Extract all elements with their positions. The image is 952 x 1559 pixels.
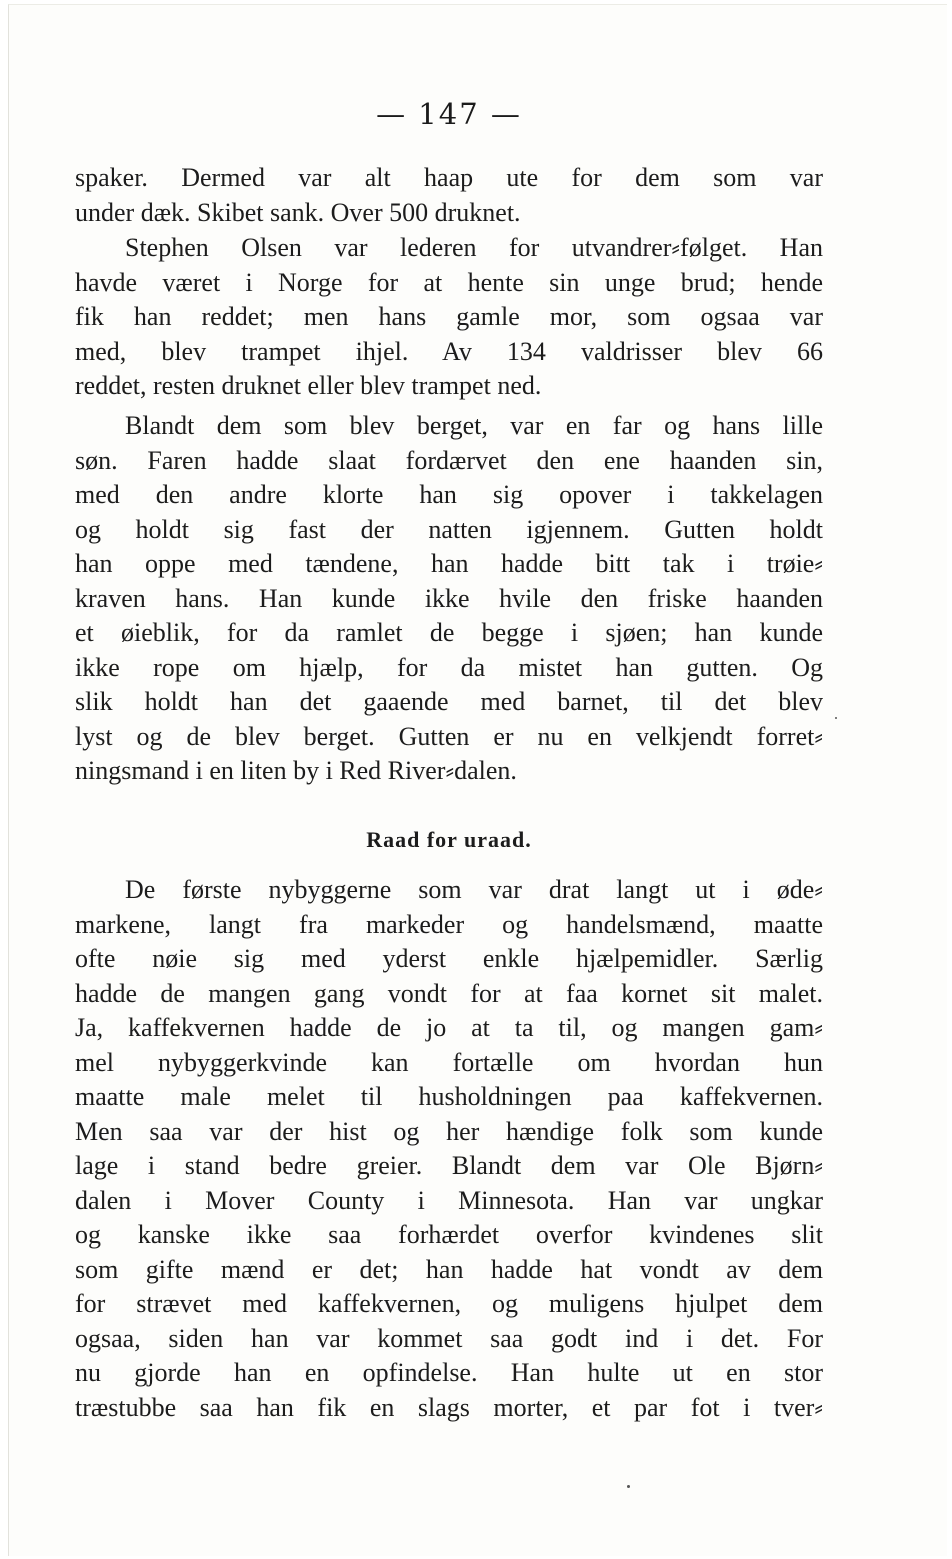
text-line: Blandt dem som blev berget, var en far og hans lille — [125, 411, 823, 440]
text-line: havde været i Norge for at hente sin unge brud; hende — [75, 267, 823, 297]
text-line: Ja, kaffekvernen hadde de jo at ta til, og mangen gam⸗ — [75, 1013, 823, 1042]
text-line: kraven hans. Han kunde ikke hvile den friske haanden — [75, 583, 823, 613]
text-line: Stephen Olsen var lederen for utvandrer⸗følget. Han — [125, 233, 823, 262]
text-line: ogsaa, siden han var kommet saa godt ind i det. For — [75, 1323, 823, 1353]
text-line: ofte nøie sig med yderst enkle hjælpemidler. Særlig — [75, 944, 823, 973]
text-line: og kanske ikke saa forhærdet overfor kvindenes slit — [75, 1220, 823, 1249]
text-line: lyst og de blev berget. Gutten er nu en velkjendt forret⸗ — [75, 721, 823, 751]
paragraph-3 — [75, 409, 823, 789]
text-line: Men saa var der hist og her hændige folk som kunde — [75, 1116, 823, 1146]
text-line: spaker. Dermed var alt haap ute for dem som var — [75, 163, 823, 192]
text-line: for strævet med kaffekvernen, og muligens hjulpet dem — [75, 1289, 823, 1318]
section-paragraph — [75, 873, 823, 1425]
text-line: træstubbe saa han fik en slags morter, et par fot i tver⸗ — [75, 1392, 823, 1422]
text-line: dalen i Mover County i Minnesota. Han var ungkar — [75, 1185, 823, 1215]
paragraph-2 — [75, 231, 823, 404]
section-heading: Raad for uraad. — [366, 827, 532, 852]
paper-speck — [627, 1485, 630, 1488]
text-line: lage i stand bedre greier. Blandt dem var Ole Bjørn⸗ — [75, 1151, 823, 1180]
paragraph-1 — [75, 161, 823, 230]
text-line: med, blev trampet ihjel. Av 134 valdrisser blev 66 — [75, 336, 823, 366]
text-line: slik holdt han det gaaende med barnet, til det blev — [75, 687, 823, 716]
text-line: nu gjorde han en opfindelse. Han hulte ut en stor — [75, 1358, 823, 1387]
text-line: fik han reddet; men hans gamle mor, som ogsaa var — [75, 302, 823, 331]
text-line: han oppe med tændene, han hadde bitt tak i trøie⸗ — [75, 549, 823, 578]
book-page — [8, 4, 947, 1556]
page-number: — 147 — — [376, 97, 522, 131]
text-line: og holdt sig fast der natten igjennem. Gutten holdt — [75, 514, 823, 544]
text-line: De første nybyggerne som var drat langt ut i øde⸗ — [125, 875, 823, 904]
paper-speck — [835, 717, 837, 719]
text-line: reddet, resten druknet eller blev trampet ned. — [75, 371, 542, 400]
text-line: markene, langt fra markeder og handelsmænd, maatte — [75, 909, 823, 939]
text-line: som gifte mænd er det; han hadde hat vondt av dem — [75, 1254, 823, 1284]
text-line: mel nybyggerkvinde kan fortælle om hvordan hun — [75, 1047, 823, 1077]
text-line: søn. Faren hadde slaat fordærvet den ene haanden sin, — [75, 445, 823, 475]
text-line: med den andre klorte han sig opover i takkelagen — [75, 480, 823, 509]
text-line: ikke rope om hjælp, for da mistet han gutten. Og — [75, 652, 823, 682]
text-line: et øieblik, for da ramlet de begge i sjøen; han kunde — [75, 618, 823, 647]
text-line: under dæk. Skibet sank. Over 500 druknet. — [75, 197, 521, 227]
text-line: maatte male melet til husholdningen paa kaffekvernen. — [75, 1082, 823, 1111]
text-line: ningsmand i en liten by i Red River⸗dalen. — [75, 756, 517, 785]
text-line: hadde de mangen gang vondt for at faa kornet sit malet. — [75, 978, 823, 1008]
